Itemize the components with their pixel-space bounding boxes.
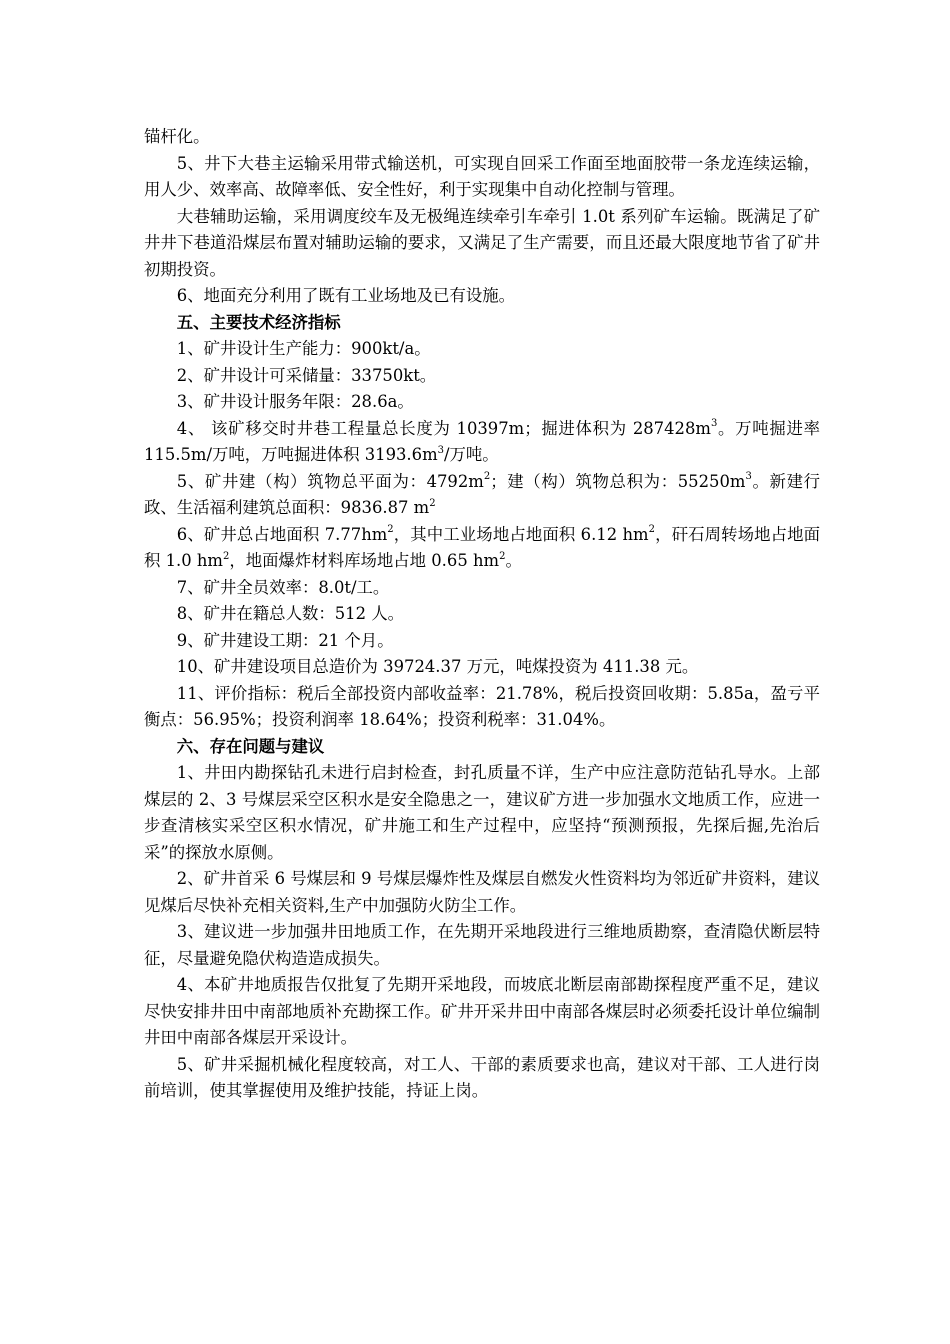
- paragraph: 2、矿井首采 6 号煤层和 9 号煤层爆炸性及煤层自燃发火性资料均为邻近矿井资料，建议见煤后尽快补充相关资料,生产中加强防火防尘工作。: [144, 869, 820, 915]
- paragraph: 锚杆化。: [144, 127, 210, 146]
- document-body: [144, 124, 820, 1105]
- paragraph: 2、矿井设计可采储量：33750kt。: [176, 365, 437, 385]
- paragraph: 8、矿井在籍总人数：512 人。: [176, 604, 405, 623]
- paragraph: 大巷辅助运输，采用调度绞车及无极绳连续牵引车牵引 1.0t 系列矿车运输。既满足了矿井井下巷道沿煤层布置对辅助运输的要求，又满足了生产需要，而且还最大限度地节省了矿井初期投资。: [144, 206, 820, 279]
- paragraph: 4、 该矿移交时井巷工程量总长度为 10397m；掘进体积为 $287428m^3$。万吨掘进率 115.5m/万吨，万吨掘进体积 $3193.6m^3/$万吨。: [144, 418, 820, 464]
- paragraph: 11、评价指标：税后全部投资内部收益率：21.78%，税后投资回收期：5.85a，盈亏平衡点：56.95%；投资利润率 18.64%；投资利税率：31.04%。: [144, 683, 820, 729]
- paragraph: 1、矿井设计生产能力：900kt/a。: [176, 339, 431, 358]
- section-heading: 五、主要技术经济指标: [176, 312, 341, 332]
- paragraph: 4、本矿井地质报告仅批复了先期开采地段，而坡底北断层南部勘探程度严重不足，建议尽快安排井田中南部地质补充勘探工作。矿井开采井田中南部各煤层时必须委托设计单位编制井田中南部各煤层开采设计。: [144, 975, 820, 1047]
- paragraph: 3、矿井设计服务年限：28.6a。: [176, 392, 414, 411]
- paragraph: 6、矿井总占地面积 $7.77hm^2$，其中工业场地占地面积 6.12 $hm^2$，矸石周转场地占地面积 1.0 $hm^2$，地面爆炸材料库场地占地 0.65 $hm^2$。: [144, 524, 820, 570]
- paragraph: 5、矿井采掘机械化程度较高，对工人、干部的素质要求也高，建议对干部、工人进行岗前培训，使其掌握使用及维护技能，持证上岗。: [144, 1054, 820, 1100]
- paragraph: 1、井田内勘探钻孔未进行启封检查，封孔质量不详，生产中应注意防范钻孔导水。上部煤层的 2、3 号煤层采空区积水是安全隐患之一，建议矿方进一步加强水文地质工作，应进一步查清核实采空区积水情况，矿井施工和生产过程中，应坚持“预测预报，先探后掘,先治后采”的探放水原侧。: [144, 763, 820, 862]
- paragraph: 5、矿井建（构）筑物总平面为：$4792m^2$；建（构）筑物总积为：$55250m^3$。新建行政、生活福利建筑总面积：9836.87 $m^2$: [144, 471, 821, 517]
- paragraph: 3、建议进一步加强井田地质工作，在先期开采地段进行三维地质勘察，查清隐伏断层特征，尽量避免隐伏构造造成损失。: [144, 922, 820, 968]
- paragraph: 10、矿井建设项目总造价为 39724.37 万元，吨煤投资为 411.38 元。: [176, 657, 699, 676]
- paragraph: 6、地面充分利用了既有工业场地及已有设施。: [176, 286, 516, 305]
- paragraph: 9、矿井建设工期：21 个月。: [176, 630, 394, 650]
- paragraph: 5、井下大巷主运输采用带式输送机，可实现自回采工作面至地面胶带一条龙连续运输，用人少、效率高、故障率低、安全性好，利于实现集中自动化控制与管理。: [144, 153, 820, 199]
- section-heading: 六、存在问题与建议: [176, 736, 325, 756]
- paragraph: 7、矿井全员效率：8.0t/工。: [176, 577, 390, 597]
